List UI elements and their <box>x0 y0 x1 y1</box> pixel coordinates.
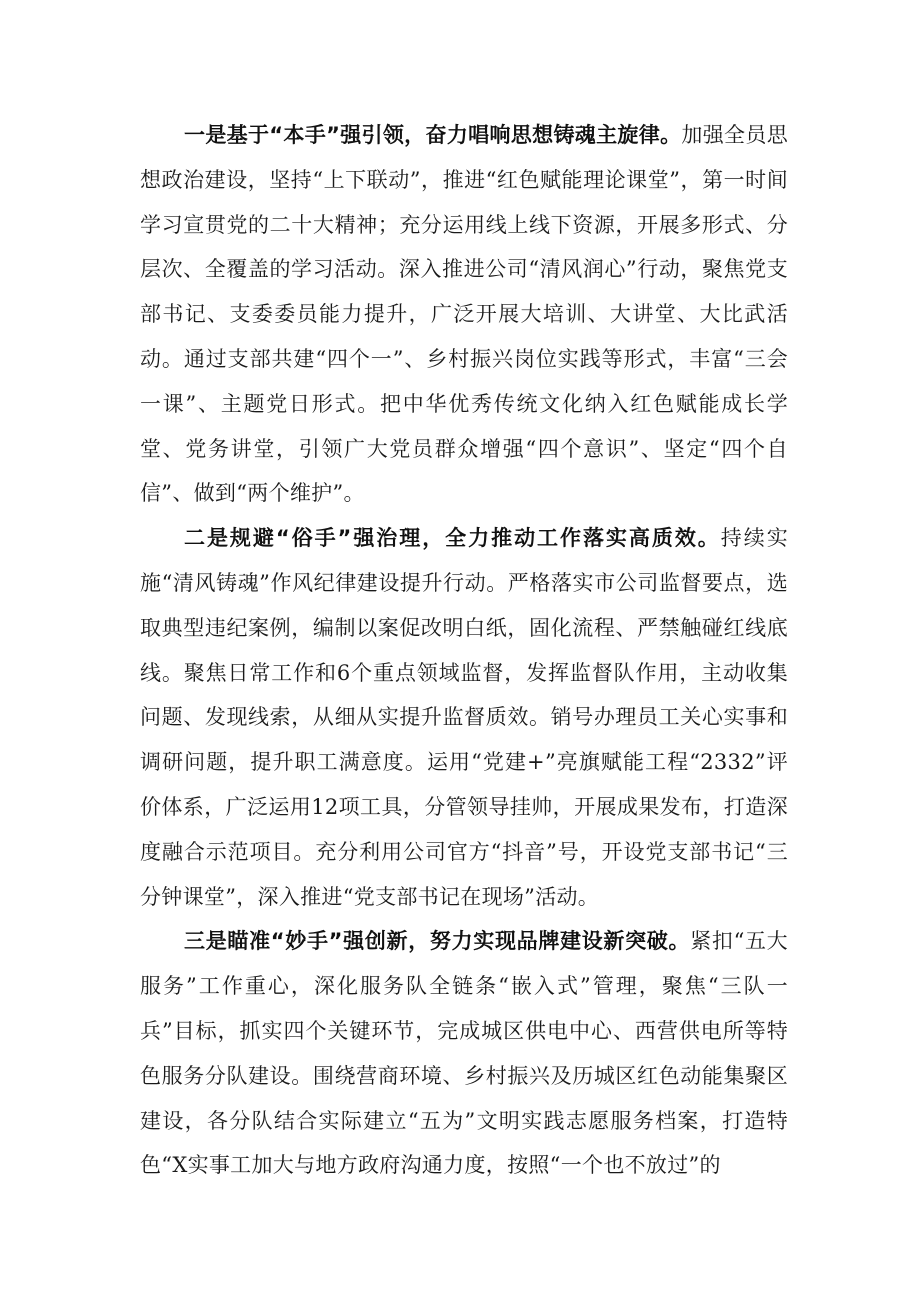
paragraph-2 <box>140 516 788 919</box>
paragraph-3 <box>140 919 788 1188</box>
paragraph-3-lead: 三是瞄准“妙手”强创新，努力实现品牌建设新突破。 <box>184 929 691 954</box>
document-body <box>140 113 788 1188</box>
paragraph-3-body: 紧扣“五大服务”工作重心，深化服务队全链条“嵌入式”管理，聚焦“三队一兵”目标，抓实四个关键环节，完成城区供电中心、西营供电所等特色服务分队建设。围绕营商环境、乡村振兴及历城区红色动能集聚区建设，各分队结合实际建立“五为”文明实践志愿服务档案，打造特色“X实事工加大与地方政府沟通力度，按照“一个也不放过”的 <box>140 929 788 1178</box>
paragraph-2-lead: 二是规避“俗手”强治理，全力推动工作落实高质效。 <box>184 526 721 551</box>
paragraph-1 <box>140 113 788 516</box>
paragraph-1-lead: 一是基于“本手”强引领，奋力唱响思想铸魂主旋律。 <box>184 123 682 147</box>
paragraph-2-body: 持续实施“清风铸魂”作风纪律建设提升行动。严格落实市公司监督要点，选取典型违纪案例，编制以案促改明白纸，固化流程、严禁触碰红线底线。聚焦日常工作和6个重点领域监督，发挥监督队作用，主动收集问题、发现线索，从细从实提升监督质效。销号办理员工关心实事和调研问题，提升职工满意度。运用“党建+”亮旗赋能工程“2332”评价体系，广泛运用12项工具，分管领导挂帅，开展成果发布，打造深度融合示范项目。充分利用公司官方“抖音”号，开设党支部书记“三分钟课堂”，深入推进“党支部书记在现场”活动。 <box>140 526 788 909</box>
paragraph-1-body: 加强全员思想政治建设，坚持“上下联动”，推进“红色赋能理论课堂”，第一时间学习宣贯党的二十大精神；充分运用线上线下资源，开展多形式、分层次、全覆盖的学习活动。深入推进公司“清风润心”行动，聚焦党支部书记、支委委员能力提升，广泛开展大培训、大讲堂、大比武活动。通过支部共建“四个一”、乡村振兴岗位实践等形式，丰富“三会一课”、主题党日形式。把中华优秀传统文化纳入红色赋能成长学堂、党务讲堂，引领广大党员群众增强“四个意识”、坚定“四个自信”、做到“两个维护”。 <box>140 123 788 506</box>
